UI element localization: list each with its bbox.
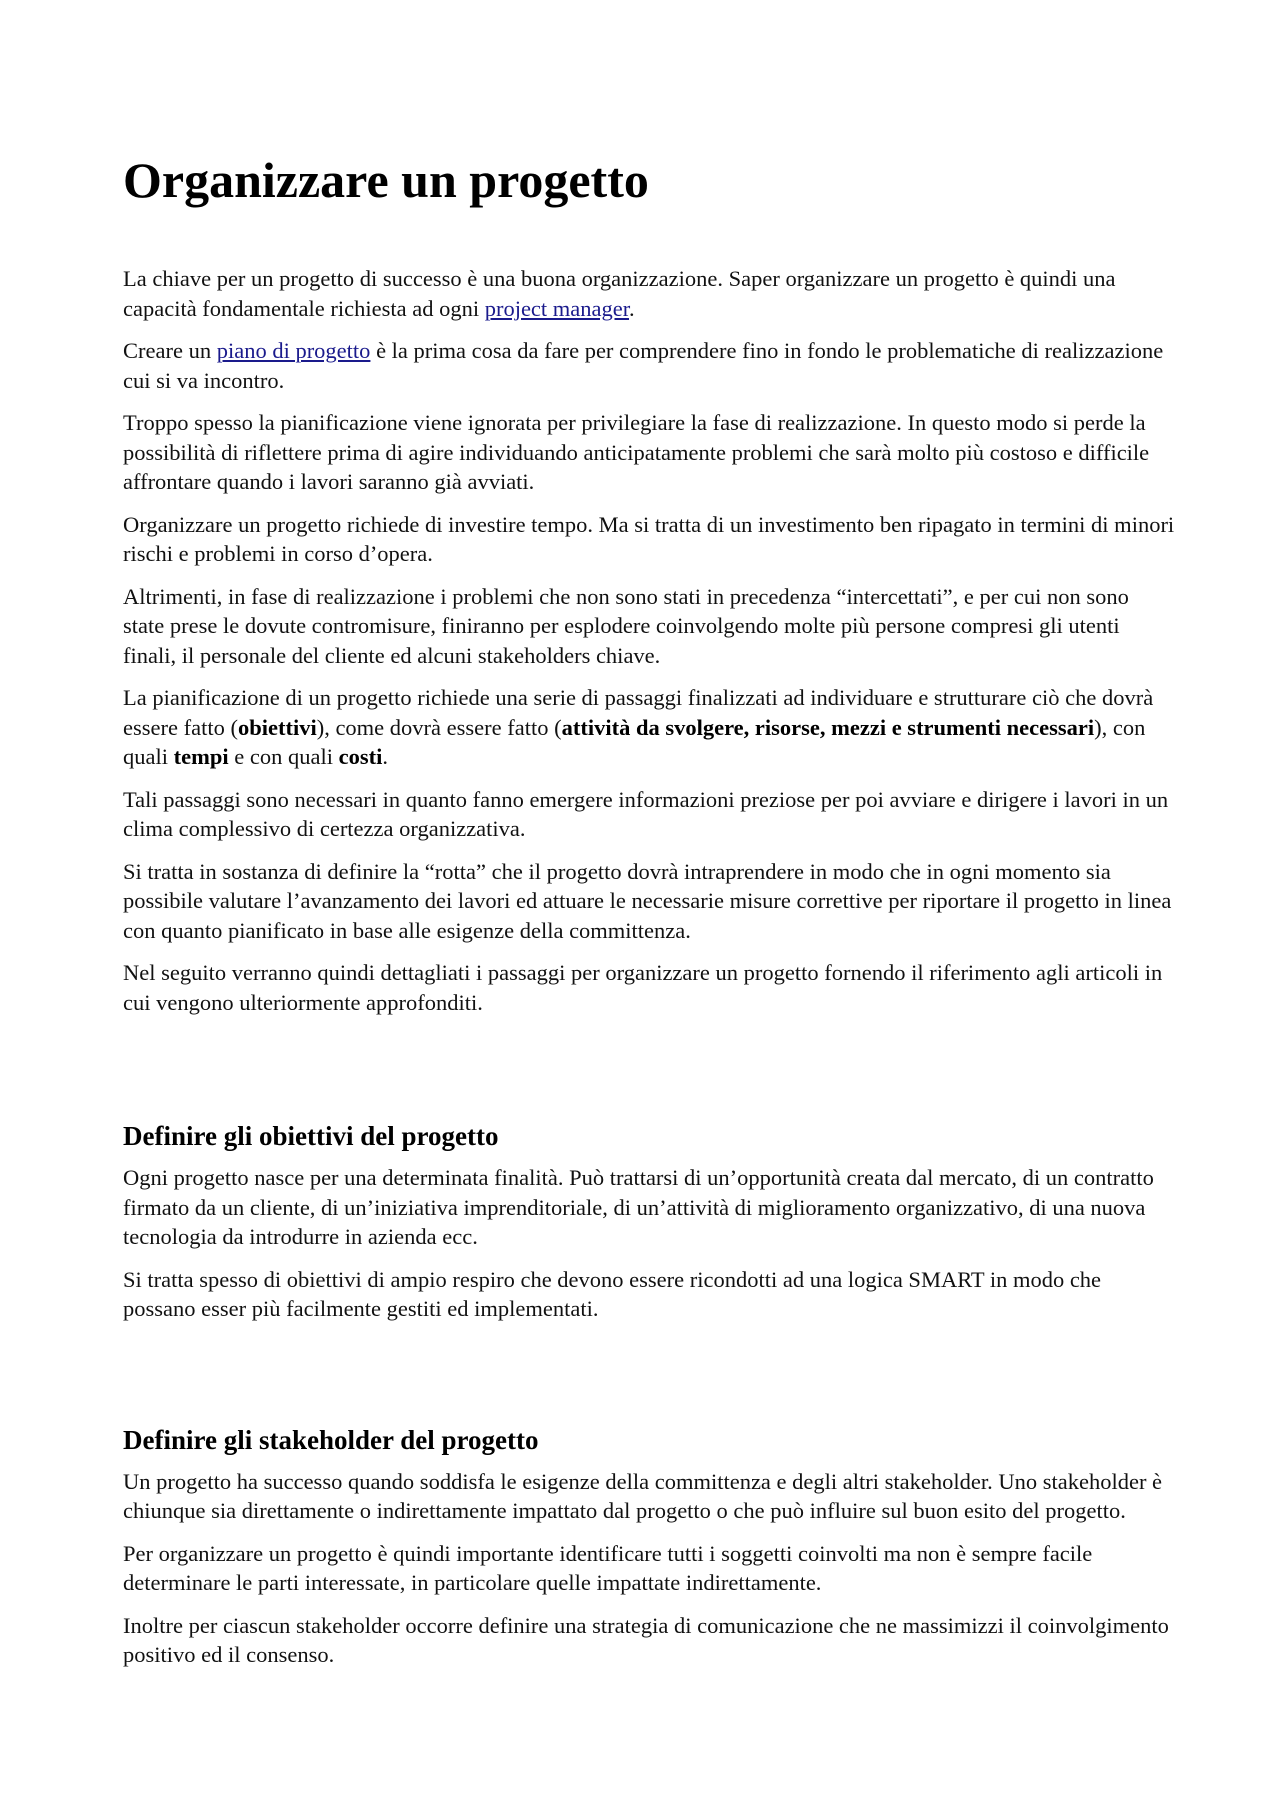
section-spacer — [123, 1030, 1175, 1119]
intro-paragraph-7: Tali passaggi sono necessari in quanto fanno emergere informazioni preziose per poi avviare e dirigere i lavori in un clima complessivo di certezza organizzativa. — [123, 786, 1169, 841]
stakeholders-paragraph-2: Per organizzare un progetto è quindi importante identificare tutti i soggetti coinvolti ma non è sempre facile determinare le parti interessate, in particolare quelle impattate indirettamente. — [123, 1540, 1093, 1595]
bold-obiettivi: obiettivi — [237, 714, 317, 740]
bold-tempi: tempi — [173, 744, 229, 769]
intro-paragraph-6 — [123, 683, 1175, 772]
bold-attivita: attività da svolgere, risorse, mezzi e strumenti necessari — [561, 714, 1095, 740]
intro-paragraph-9: Nel seguito verranno quindi dettagliati i passaggi per organizzare un progetto fornendo il riferimento agli articoli in cui vengono ulteriormente approfonditi. — [123, 960, 1163, 1015]
intro-paragraph-8: Si tratta in sostanza di definire la “rotta” che il progetto dovrà intraprendere in modo che in ogni momento sia possibile valutare l’avanzamento dei lavori ed attuare le necessarie misure correttive per riportare il progetto in linea con quanto pianificato in base alle esigenze della committenza. — [123, 858, 1172, 943]
bold-costi: costi — [338, 744, 383, 769]
stakeholders-heading: Definire gli stakeholder del progetto — [123, 1424, 539, 1455]
intro-p2-text-a: Creare un — [123, 338, 217, 363]
intro-paragraph-4: Organizzare un progetto richiede di investire tempo. Ma si tratta di un investimento ben ripagato in termini di minori rischi e problemi in corso d’opera. — [123, 511, 1175, 566]
piano-di-progetto-link[interactable]: piano di progetto — [216, 338, 371, 363]
section-spacer — [123, 1337, 1175, 1423]
stakeholders-paragraph-1: Un progetto ha successo quando soddisfa le esigenze della committenza e degli altri stakeholder. Uno stakeholder è chiunque sia direttamente o indirettamente impattato dal progetto o che può influire sul buon esito del progetto. — [123, 1468, 1163, 1523]
intro-p1-text-b: . — [629, 295, 635, 321]
project-manager-link[interactable]: project manager — [484, 295, 630, 321]
intro-paragraph-1 — [123, 264, 1175, 323]
stakeholders-paragraph-3: Inoltre per ciascun stakeholder occorre definire una strategia di comunicazione che ne massimizzi il coinvolgimento positivo ed il consenso. — [123, 1612, 1169, 1667]
intro-p6-text-c: ), come dovrà essere fatto ( — [316, 714, 562, 740]
intro-p6-text-a: La pianificazione di un progetto richiede una serie di passaggi finalizzati ad individuare e strutturare ciò che dovrà essere fatto ( — [123, 685, 1154, 740]
objectives-heading: Definire gli obiettivi del progetto — [123, 1121, 499, 1151]
intro-p2-text-b: è la prima cosa da fare per comprendere fino in fondo le problematiche di realizzazione cui si va incontro. — [123, 338, 1164, 393]
objectives-paragraph-2: Si tratta spesso di obiettivi di ampio respiro che devono essere ricondotti ad una logica SMART in modo che possano esser più facilmente gestiti ed implementati. — [123, 1266, 1102, 1321]
intro-paragraph-2 — [123, 336, 1175, 395]
intro-paragraph-5: Altrimenti, in fase di realizzazione i problemi che non sono stati in precedenza “intercettati”, e per cui non sono state prese le dovute contromisure, finiranno per esplodere coinvolgendo molte più persone compresi gli utenti finali, il personale del cliente ed alcuni stakeholders chiave. — [123, 583, 1129, 668]
intro-p6-text-f: . — [382, 744, 388, 769]
document-page — [123, 150, 1175, 1683]
intro-p1-text-a: La chiave per un progetto di successo è una buona organizzazione. Saper organizzare un progetto è quindi una capacità fondamentale richiesta ad ogni — [123, 266, 1116, 321]
page-title: Organizzare un progetto — [123, 152, 649, 208]
intro-p6-text-e: e con quali — [228, 744, 339, 769]
objectives-paragraph-1: Ogni progetto nasce per una determinata finalità. Può trattarsi di un’opportunità creata dal mercato, di un contratto firmato da un cliente, di un’iniziativa imprenditoriale, di un’attività di miglioramento organizzativo, di una nuova tecnologia da introdurre in azienda ecc. — [123, 1165, 1154, 1249]
intro-paragraph-3: Troppo spesso la pianificazione viene ignorata per privilegiare la fase di realizzazione. In questo modo si perde la possibilità di riflettere prima di agire individuando anticipatamente problemi che sarà molto più costoso e difficile affrontare quando i lavori saranno già avviati. — [123, 410, 1150, 494]
intro-p6-text-d: ), con quali — [123, 714, 1146, 769]
